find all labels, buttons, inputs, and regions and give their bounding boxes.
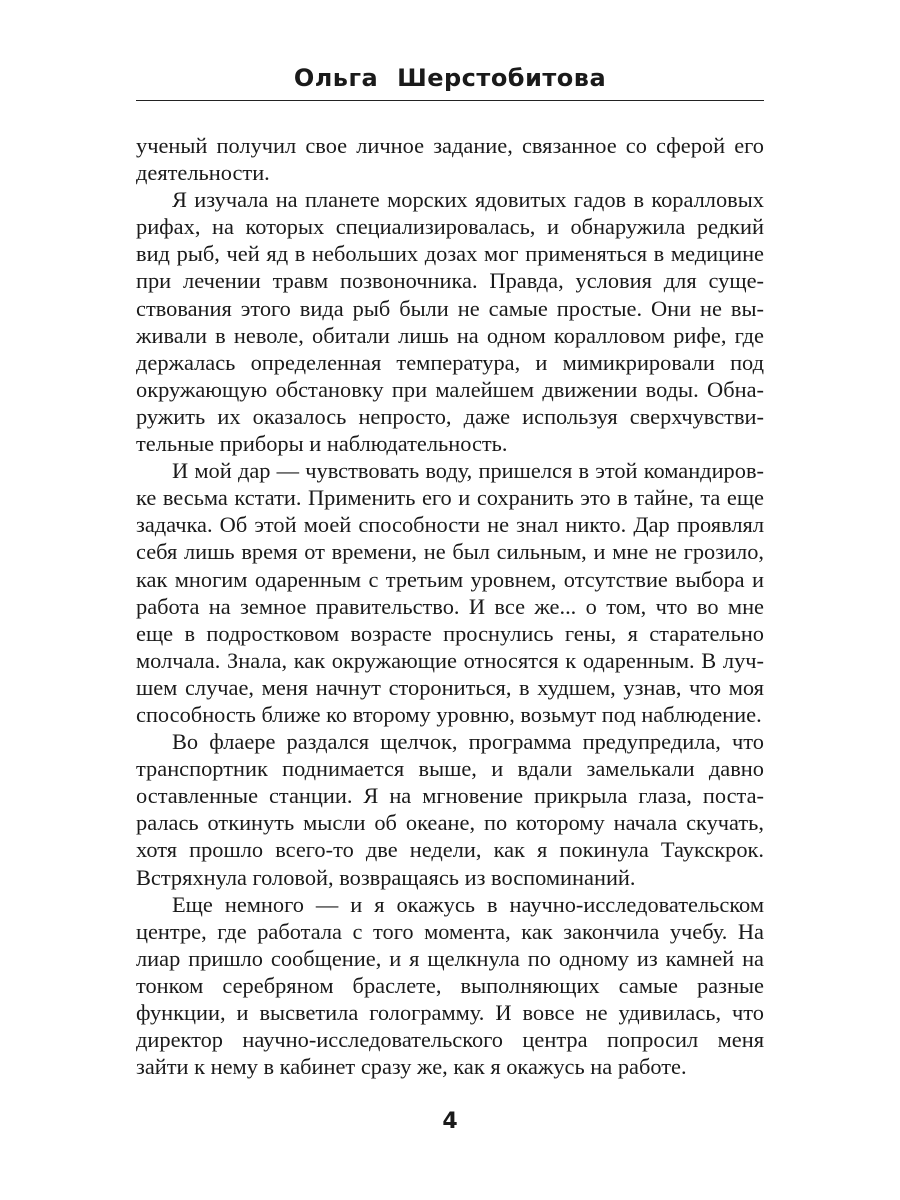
paragraph: Я изучала на планете морских ядовитых гадов в коралловых рифах, на которых специализировалась, и обнаружила редкий вид рыб, чей яд в небольших дозах мог применяться в медицине при лечении травм позвоночника. Правда, условия для существования этого вида рыб были не самые простые. Они не выживали в неволе, обитали лишь на одном коралловом рифе, где держалась определенная температура, и мимикрировали под окружающую обстановку при малейшем движении воды. Обнаружить их оказалось непросто, даже используя сверхчувствительные приборы и наблюдательность. xyxy=(136,187,764,457)
paragraph-continuation: ученый получил свое личное задание, связанное со сферой его деятельности. xyxy=(136,133,764,186)
body-text xyxy=(136,132,764,1080)
running-head-author: Ольга Шерстобитова xyxy=(293,64,607,92)
header-rule xyxy=(136,100,764,101)
page-number: 4 xyxy=(442,1109,458,1134)
paragraph: Еще немного — и я окажусь в научно-исследовательском центре, где работала с того момента, как закончила учебу. На лиар пришло сообщение, и я щелкнула по одному из камней на тонком серебряном браслете, выполняющих самые разные функции, и высветила голограмму. И вовсе не удивилась, что директор научно-исследовательского центра попросил меня зайти к нему в кабинет сразу же, как я окажусь на работе. xyxy=(136,891,764,1080)
paragraph: И мой дар — чувствовать воду, пришелся в этой командировке весьма кстати. Применить его и сохранить это в тайне, та еще задачка. Об этой моей способности не знал никто. Дар проявлял себя лишь время от времени, не был сильным, и мне не грозило, как многим одаренным с третьим уровнем, отсутствие выбора и работа на земное правительство. И все же... о том, что во мне еще в подростковом возрасте проснулись гены, я старательно молчала. Знала, как окружающие относятся к одаренным. В лучшем случае, меня начнут сторониться, в худшем, узнав, что моя способность ближе ко второму уровню, возьмут под наблюдение. xyxy=(136,458,764,727)
paragraph: Во флаере раздался щелчок, программа предупредила, что транспортник поднимается выше, и вдали замелькали давно оставленные станции. Я на мгновение прикрыла глаза, постаралась откинуть мысли об океане, по которому начала скучать, хотя прошло всего-то две недели, как я покинула Таукскрок. Встряхнула головой, возвращаясь из воспоминаний. xyxy=(136,729,764,890)
